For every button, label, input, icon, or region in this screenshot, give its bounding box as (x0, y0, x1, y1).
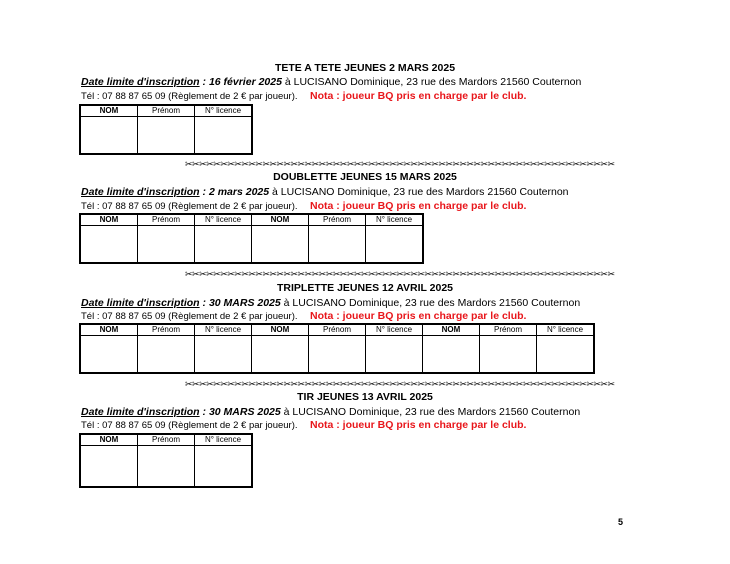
col-header-licence: N° licence (195, 434, 253, 446)
section-title-tete-a-tete: TETE A TETE JEUNES 2 MARS 2025 (274, 62, 456, 74)
registration-table-triplette (79, 323, 595, 374)
nota-line: Nota : joueur BQ pris en charge par le club. (310, 310, 527, 322)
col-header-prenom: Prénom (309, 214, 366, 226)
col-header-licence: N° licence (537, 324, 595, 336)
deadline-line-doublette (81, 186, 569, 198)
col-header-nom: NOM (80, 324, 138, 336)
registration-table-tete-a-tete (79, 104, 253, 155)
entry-cell-nom[interactable] (80, 117, 138, 155)
col-header-licence: N° licence (195, 105, 253, 117)
entry-cell-licence[interactable] (195, 446, 253, 488)
col-header-prenom: Prénom (138, 105, 195, 117)
deadline-sep: : (199, 406, 209, 418)
entry-cell-licence[interactable] (366, 226, 424, 264)
tel-line: Tél : 07 88 87 65 09 (Règlement de 2 € par joueur). (81, 311, 298, 322)
cut-line-separator: ✂✂✂✂✂✂✂✂✂✂✂✂✂✂✂✂✂✂✂✂✂✂✂✂✂✂✂✂✂✂✂✂✂✂✂✂✂✂✂✂✂✂✂✂✂✂✂✂✂✂✂✂✂✂✂✂✂✂✂✂✂ (185, 159, 615, 169)
col-header-nom: NOM (252, 324, 309, 336)
deadline-label: Date limite d'inscription (81, 186, 200, 198)
entry-cell-prenom[interactable] (138, 226, 195, 264)
section-title-tir: TIR JEUNES 13 AVRIL 2025 (297, 391, 433, 403)
nota-line: Nota : joueur BQ pris en charge par le club. (310, 419, 527, 431)
col-header-licence: N° licence (366, 214, 424, 226)
deadline-date: 2 mars 2025 (208, 186, 270, 198)
section-title-doublette: DOUBLETTE JEUNES 15 MARS 2025 (273, 171, 457, 183)
entry-cell-licence[interactable] (195, 336, 252, 374)
col-header-prenom: Prénom (138, 434, 195, 446)
entry-cell-nom[interactable] (80, 446, 138, 488)
col-header-prenom: Prénom (138, 324, 195, 336)
deadline-address: à LUCISANO Dominique, 23 rue des Mardors 21560 Couternon (281, 76, 582, 88)
deadline-address: à LUCISANO Dominique, 23 rue des Mardors 21560 Couternon (269, 186, 569, 198)
entry-cell-prenom[interactable] (138, 336, 195, 374)
entry-cell-prenom[interactable] (480, 336, 537, 374)
col-header-prenom: Prénom (138, 214, 195, 226)
entry-cell-licence[interactable] (537, 336, 595, 374)
col-header-nom: NOM (80, 434, 138, 446)
deadline-sep: : (199, 297, 209, 309)
entry-cell-licence[interactable] (195, 226, 252, 264)
deadline-sep: : (199, 186, 209, 198)
col-header-licence: N° licence (366, 324, 423, 336)
section-title-triplette: TRIPLETTE JEUNES 12 AVRIL 2025 (276, 282, 454, 294)
cut-line-separator: ✂✂✂✂✂✂✂✂✂✂✂✂✂✂✂✂✂✂✂✂✂✂✂✂✂✂✂✂✂✂✂✂✂✂✂✂✂✂✂✂✂✂✂✂✂✂✂✂✂✂✂✂✂✂✂✂✂✂✂✂✂ (185, 379, 615, 389)
deadline-address: à LUCISANO Dominique, 23 rue des Mardors 21560 Couternon (280, 406, 581, 418)
tel-line: Tél : 07 88 87 65 09 (Règlement de 2 € par joueur). (81, 201, 298, 212)
entry-cell-nom[interactable] (80, 336, 138, 374)
entry-cell-nom[interactable] (252, 226, 309, 264)
cut-line-separator: ✂✂✂✂✂✂✂✂✂✂✂✂✂✂✂✂✂✂✂✂✂✂✂✂✂✂✂✂✂✂✂✂✂✂✂✂✂✂✂✂✂✂✂✂✂✂✂✂✂✂✂✂✂✂✂✂✂✂✂✂✂ (185, 269, 615, 279)
entry-cell-prenom[interactable] (309, 336, 366, 374)
deadline-line-triplette (81, 297, 580, 309)
col-header-nom: NOM (252, 214, 309, 226)
registration-table-doublette (79, 213, 424, 264)
tel-line: Tél : 07 88 87 65 09 (Règlement de 2 € par joueur). (81, 91, 298, 102)
deadline-label: Date limite d'inscription (81, 406, 200, 418)
deadline-date: 30 MARS 2025 (208, 297, 281, 309)
entry-cell-prenom[interactable] (309, 226, 366, 264)
col-header-licence: N° licence (195, 214, 252, 226)
nota-line: Nota : joueur BQ pris en charge par le club. (310, 90, 527, 102)
entry-cell-prenom[interactable] (138, 446, 195, 488)
col-header-nom: NOM (423, 324, 480, 336)
entry-cell-nom[interactable] (423, 336, 480, 374)
col-header-prenom: Prénom (309, 324, 366, 336)
col-header-licence: N° licence (195, 324, 252, 336)
deadline-line-tir (81, 406, 580, 418)
deadline-label: Date limite d'inscription (81, 76, 200, 88)
col-header-nom: NOM (80, 105, 138, 117)
page-number: 5 (618, 517, 624, 527)
registration-table-tir (79, 433, 253, 488)
deadline-label: Date limite d'inscription (81, 297, 200, 309)
entry-cell-nom[interactable] (80, 226, 138, 264)
deadline-line-tete-a-tete (81, 76, 581, 88)
col-header-prenom: Prénom (480, 324, 537, 336)
deadline-sep: : (199, 76, 209, 88)
deadline-date: 16 février 2025 (208, 76, 282, 88)
entry-cell-nom[interactable] (252, 336, 309, 374)
entry-cell-licence[interactable] (366, 336, 423, 374)
entry-cell-prenom[interactable] (138, 117, 195, 155)
tel-line: Tél : 07 88 87 65 09 (Règlement de 2 € par joueur). (81, 420, 298, 431)
deadline-date: 30 MARS 2025 (208, 406, 281, 418)
col-header-nom: NOM (80, 214, 138, 226)
nota-line: Nota : joueur BQ pris en charge par le club. (310, 200, 527, 212)
entry-cell-licence[interactable] (195, 117, 253, 155)
deadline-address: à LUCISANO Dominique, 23 rue des Mardors 21560 Couternon (280, 297, 581, 309)
